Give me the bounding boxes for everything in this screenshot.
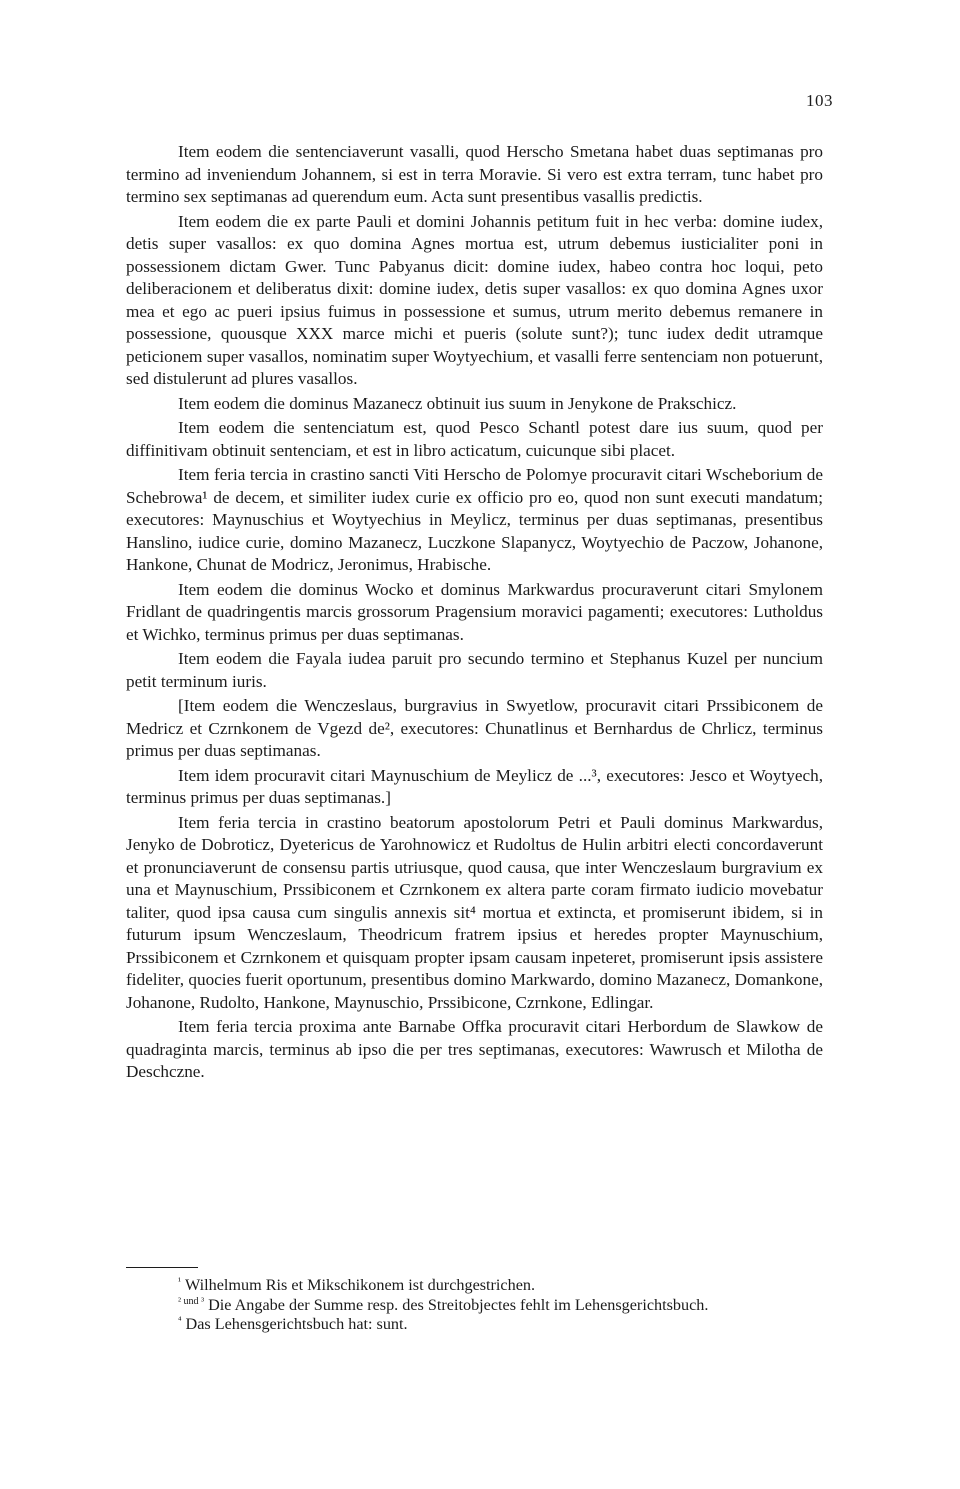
footnote-rule (126, 1267, 198, 1268)
paragraph: Item eodem die Fayala iudea paruit pro secundo termino et Stephanus Kuzel per nuncium petit terminum iuris. (126, 649, 823, 691)
paragraph: Item eodem die dominus Mazanecz obtinuit ius suum in Jenykone de Prakschicz. (178, 393, 737, 413)
paragraph: Item feria tercia proxima ante Barnabe Offka procuravit citari Herbordum de Slawkow de quadraginta marcis, terminus ab ipso die per tres septimanas, executores: Wawrusch et Milotha de Deschczne. (126, 1017, 823, 1081)
paragraph: Item eodem die ex parte Pauli et domini Johannis petitum fuit in hec verba: domine iudex, detis super vasallos: ex quo domina Agnes mortua est, utrum debemus iusticialiter poni in possessionem dictam Gwer. Tunc Pabyanus dicit: domine iudex, habeo contra hoc loqui, peto deliberacionem et deliberatus dixit: domine iudex, detis super vasallos: ex quo domina Agnes uxor mea et ego ac pueri ipsius fuimus in possessione et sumus, utrum merito debemus remanere in possessione, quousque XXX marce michi et pueris (solute sunt?); tunc iudex dedit utramque peticionem super vasallos, nominatim super Woytyechium, et vasalli ferre sentenciam non potuerunt, sed distulerunt ad plures vasallos. (126, 211, 823, 388)
page-number: 103 (806, 91, 833, 110)
footnote-mark: ¹ (178, 1276, 182, 1288)
paragraph: [Item eodem die Wenczeslaus, burgravius in Swyetlow, procuravit citari Prssibiconem de Medricz et Czrnkonem de Vgezd de², executores: Chunatlinus et Bernhardus de Chrlicz, terminus primus per duas septimanas. (126, 696, 823, 760)
footnote (126, 1315, 823, 1335)
footnotes (126, 1276, 823, 1335)
paragraph: Item eodem die sentenciaverunt vasalli, quod Herscho Smetana habet duas septimanas pro termino ad inveniendum Johannem, si est in terra Moravie. Si vero est extra terram, tunc habet pro termino sex septimanas ad querendum eum. Acta sunt presentibus vasallis predictis. (126, 142, 823, 206)
footnote (126, 1296, 823, 1316)
footnote-text: Das Lehensgerichtsbuch hat: sunt. (185, 1315, 408, 1333)
paragraph: Item feria tercia in crastino beatorum apostolorum Petri et Pauli dominus Markwardus, Jenyko de Dobroticz, Dyetericus de Yarohnowicz et Rudoltus de Hulin arbitri electi concordaverunt et pronunciaverunt de consensu partis utriusque, quod causa, que inter Wenczeslaum burgravium ex una et Maynuschium, Prssibiconem et Czrnkonem ex altera parte coram firmato iudicio movebatur taliter, quod ipsa causa cum singulis annexis sit⁴ mortua et extincta, et promiserunt ibidem, si in futurum ipsum Wenczeslaum, Theodricum fratrem ipsius et heredes propter Maynuschium, Prssibiconem et Czrnkonem et quisquam propter ipsam causam inpeteret, promiserunt ipsis assistere fideliter, quocies fuerit oportunum, presentibus domino Markwardo, domino Mazanecz, Domankone, Johanone, Rudolto, Hankone, Maynuschio, Prssibicone, Czrnkone, Edlingar. (126, 812, 823, 1012)
paragraph: Item idem procuravit citari Maynuschium de Meylicz de ...³, executores: Jesco et Woytyech, terminus primus per duas septimanas.] (126, 765, 823, 807)
footnote-text: Die Angabe der Summe resp. des Streitobjectes fehlt im Lehensgerichtsbuch. (208, 1295, 709, 1314)
footnote-text: Wilhelmum Ris et Mikschikonem ist durchgestrichen. (185, 1276, 536, 1294)
paragraph: Item eodem die sentenciatum est, quod Pesco Schantl potest dare ius suum, quod per diffinitivam obtinuit sentenciam, et est in libro acticatum, cuicunque sibi placet. (126, 418, 823, 460)
paragraph: Item feria tercia in crastino sancti Viti Herscho de Polomye procuravit citari Wscheborium de Schebrowa¹ de decem, et similiter iudex curie ex officio pro eo, quod non sunt executi mandatum; executores: Maynuschius et Woytyechius in Meylicz, terminus per duas septimanas, presentibus Hanslino, iudice curie, domino Mazanecz, Luczkone Slapanycz, Woytyechio de Paczow, Johanone, Hankone, Chunat de Modricz, Jeronimus, Hrabische. (126, 465, 823, 574)
footnote (126, 1276, 823, 1296)
footnote-mark: ⁴ (178, 1315, 182, 1327)
paragraph: Item eodem die dominus Wocko et dominus Markwardus procuraverunt citari Smylonem Fridlant de quadringentis marcis grossorum Pragensium moravici pagamenti; executores: Lutholdus et Wichko, terminus primus per duas septimanas. (126, 579, 823, 644)
footnote-mark: ² und ³ (178, 1295, 205, 1307)
body-text (126, 141, 823, 1084)
